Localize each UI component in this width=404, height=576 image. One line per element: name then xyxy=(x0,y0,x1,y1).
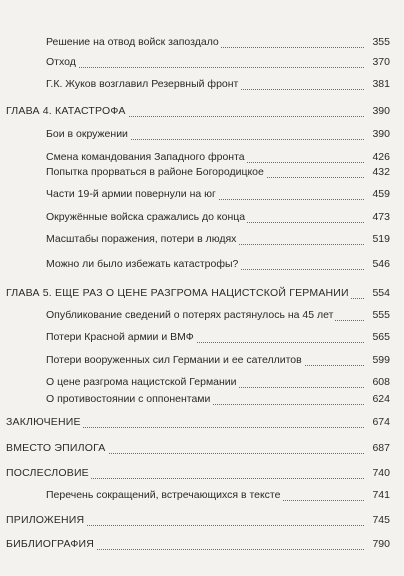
toc-entry-page: 599 xyxy=(372,354,390,366)
toc-entry xyxy=(0,256,404,272)
toc-entry-page: 624 xyxy=(372,393,390,405)
toc-entry-title: О цене разгрома нацистской Германии xyxy=(46,376,237,388)
toc-entry-page: 687 xyxy=(372,442,390,454)
toc-entry xyxy=(0,186,404,202)
toc-entry xyxy=(0,329,404,345)
toc-chapter-title: ЗАКЛЮЧЕНИЕ xyxy=(6,416,81,428)
toc-entry xyxy=(0,352,404,368)
toc-chapter-entry xyxy=(0,414,404,430)
toc-entry xyxy=(0,76,404,92)
toc-chapter-entry xyxy=(0,536,404,552)
toc-chapter-entry xyxy=(0,285,404,301)
toc-entry-title: Попытка прорваться в районе Богородицкое xyxy=(46,166,264,178)
dot-leader xyxy=(46,51,364,68)
toc-chapter-title: ПОСЛЕСЛОВИЕ xyxy=(6,467,89,479)
toc-entry-title: Можно ли было избежать катастрофы? xyxy=(46,258,239,270)
toc-entry-title: Части 19-й армии повернули на юг xyxy=(46,188,216,200)
toc-entry-page: 390 xyxy=(372,105,390,117)
toc-entry-title: Потери вооруженных сил Германии и ее сателлитов xyxy=(46,354,302,366)
toc-entry-page: 432 xyxy=(372,166,390,178)
toc-chapter-entry xyxy=(0,512,404,528)
toc-chapter-title: ГЛАВА 4. КАТАСТРОФА xyxy=(6,105,126,117)
toc-chapter-title: БИБЛИОГРАФИЯ xyxy=(6,538,95,550)
toc-entry xyxy=(0,54,404,70)
toc-entry xyxy=(0,307,404,323)
toc-entry-page: 674 xyxy=(372,416,390,428)
toc-entry-page: 555 xyxy=(372,309,390,321)
toc-entry-title: Бои в окружении xyxy=(46,128,128,140)
toc-entry-page: 426 xyxy=(372,151,390,163)
toc-entry-page: 608 xyxy=(372,376,390,388)
toc-entry-title: О противостоянии с оппонентами xyxy=(46,393,211,405)
toc-entry-title: Г.К. Жуков возглавил Резервный фронт xyxy=(46,78,239,90)
toc-entry-page: 741 xyxy=(372,489,390,501)
toc-entry-title: Окружённые войска сражались до конца xyxy=(46,211,246,223)
toc-entry-page: 790 xyxy=(372,538,390,550)
toc-entry-title: Масштабы поражения, потери в людях xyxy=(46,233,237,245)
toc-entry-page: 554 xyxy=(372,287,390,299)
toc-entry-title: Смена командования Западного фронта xyxy=(46,151,245,163)
toc-entry-page: 370 xyxy=(372,56,390,68)
toc-entry xyxy=(0,487,404,503)
toc-chapter-title: ГЛАВА 5. ЕЩЕ РАЗ О ЦЕНЕ РАЗГРОМА НАЦИСТСКОЙ ГЕРМАНИИ xyxy=(6,287,349,299)
toc-chapter-entry xyxy=(0,103,404,119)
toc-entry-page: 740 xyxy=(372,467,390,479)
toc-entry-page: 390 xyxy=(372,128,390,140)
toc-entry-title: Отход xyxy=(46,56,76,68)
toc-entry-page: 546 xyxy=(372,258,390,270)
toc-entry xyxy=(0,209,404,225)
toc-entry xyxy=(0,391,404,407)
toc-entry-page: 459 xyxy=(372,188,390,200)
toc-entry-title: Опубликование сведений о потерях растянулось на 45 лет xyxy=(46,309,334,321)
toc-chapter-title: ПРИЛОЖЕНИЯ xyxy=(6,514,85,526)
toc-entry xyxy=(0,231,404,247)
toc-entry-title: Потери Красной армии и ВМФ xyxy=(46,331,194,343)
toc-entry-page: 355 xyxy=(372,36,390,48)
toc-entry-page: 565 xyxy=(372,331,390,343)
toc-entry xyxy=(0,126,404,142)
toc-chapter-entry xyxy=(0,465,404,481)
toc-chapter-entry xyxy=(0,440,404,456)
toc-chapter-title: ВМЕСТО ЭПИЛОГА xyxy=(6,442,106,454)
toc-entry-page: 473 xyxy=(372,211,390,223)
toc-entry xyxy=(0,164,404,180)
toc-entry-title: Перечень сокращений, встречающихся в тексте xyxy=(46,489,281,501)
toc-entry-page: 745 xyxy=(372,514,390,526)
toc-entry xyxy=(0,34,404,50)
toc-entry-page: 381 xyxy=(372,78,390,90)
toc-entry-title: Решение на отвод войск запоздало xyxy=(46,36,219,48)
toc-entry-page: 519 xyxy=(372,233,390,245)
